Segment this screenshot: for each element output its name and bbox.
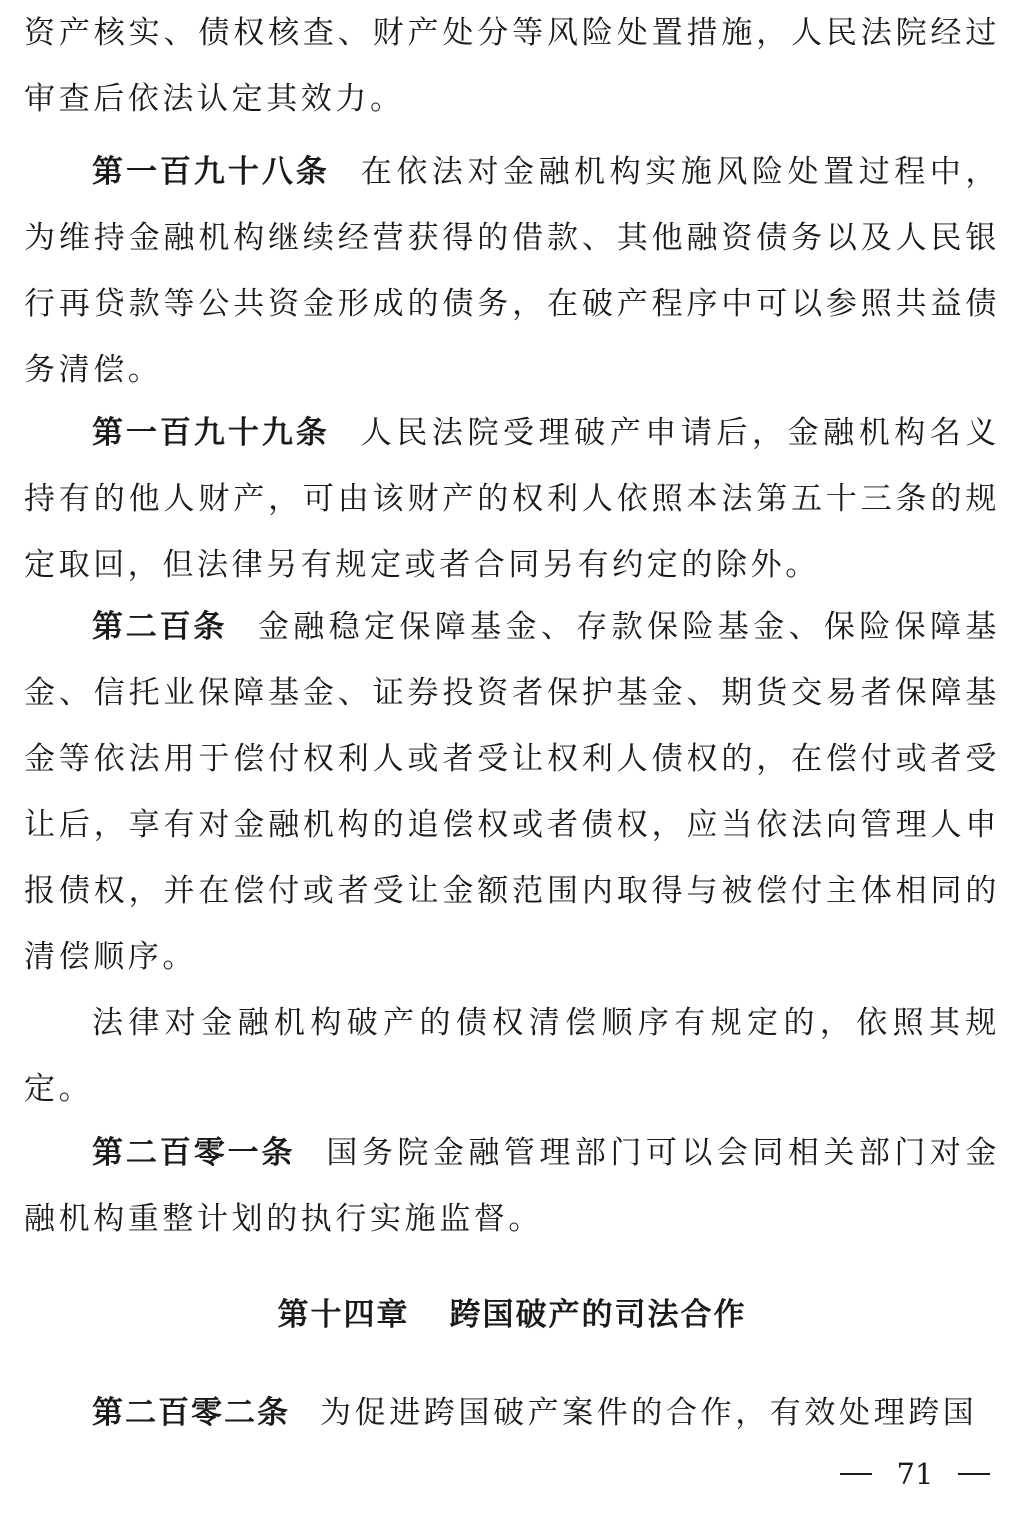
article-200 — [0, 594, 1024, 990]
article-199 — [0, 400, 1024, 598]
article-heading: 第一百九十八条 — [92, 154, 330, 190]
page-number — [840, 1452, 990, 1496]
article-201 — [0, 1120, 1024, 1252]
article-198 — [0, 139, 1024, 403]
article-heading: 第二百零二条 — [92, 1395, 290, 1431]
article-text: 为促进跨国破产案件的合作，有效处理跨国 — [320, 1395, 978, 1431]
dash-right-icon — [958, 1473, 990, 1475]
article-text: 国务院金融管理部门可以会同相关部门对金融机构重整计划的执行实施监督。 — [24, 1135, 1000, 1237]
chapter-heading — [0, 1282, 1024, 1348]
article-text: 金融稳定保障基金、存款保险基金、保险保障基金、信托业保障基金、证券投资者保护基金、期货交易者保障基金等依法用于偿付权利人或者受让权利人债权的，在偿付或者受让后，享有对金融机构的追偿权或者债权，应当依法向管理人申报债权，并在偿付或者受让金额范围内取得与被偿付主体相同的清偿顺序。 — [24, 609, 1000, 975]
article-heading: 第二百条 — [92, 609, 228, 645]
paragraph-text: 法律对金融机构破产的债权清偿顺序有规定的，依照其规定。 — [24, 1005, 1000, 1107]
article-200-clause-2 — [0, 990, 1024, 1122]
article-text: 人民法院受理破产申请后，金融机构名义持有的他人财产，可由该财产的权利人依照本法第五十三条的规定取回，但法律另有规定或者合同另有约定的除外。 — [24, 415, 1000, 583]
paragraph-text: 资产核实、债权核查、财产处分等风险处置措施，人民法院经过审查后依法认定其效力。 — [24, 15, 1000, 117]
article-heading: 第二百零一条 — [92, 1135, 296, 1171]
page-number-value: 71 — [896, 1457, 934, 1491]
chapter-title: 跨国破产的司法合作 — [449, 1297, 747, 1333]
paragraph-continuation — [0, 0, 1024, 132]
article-heading: 第一百九十九条 — [92, 415, 330, 451]
article-202 — [0, 1380, 1024, 1446]
dash-left-icon — [840, 1473, 872, 1475]
article-text: 在依法对金融机构实施风险处置过程中，为维持金融机构继续经营获得的借款、其他融资债务以及人民银行再贷款等公共资金形成的债务，在破产程序中可以参照共益债务清偿。 — [24, 154, 1000, 388]
chapter-number: 第十四章 — [277, 1297, 410, 1333]
